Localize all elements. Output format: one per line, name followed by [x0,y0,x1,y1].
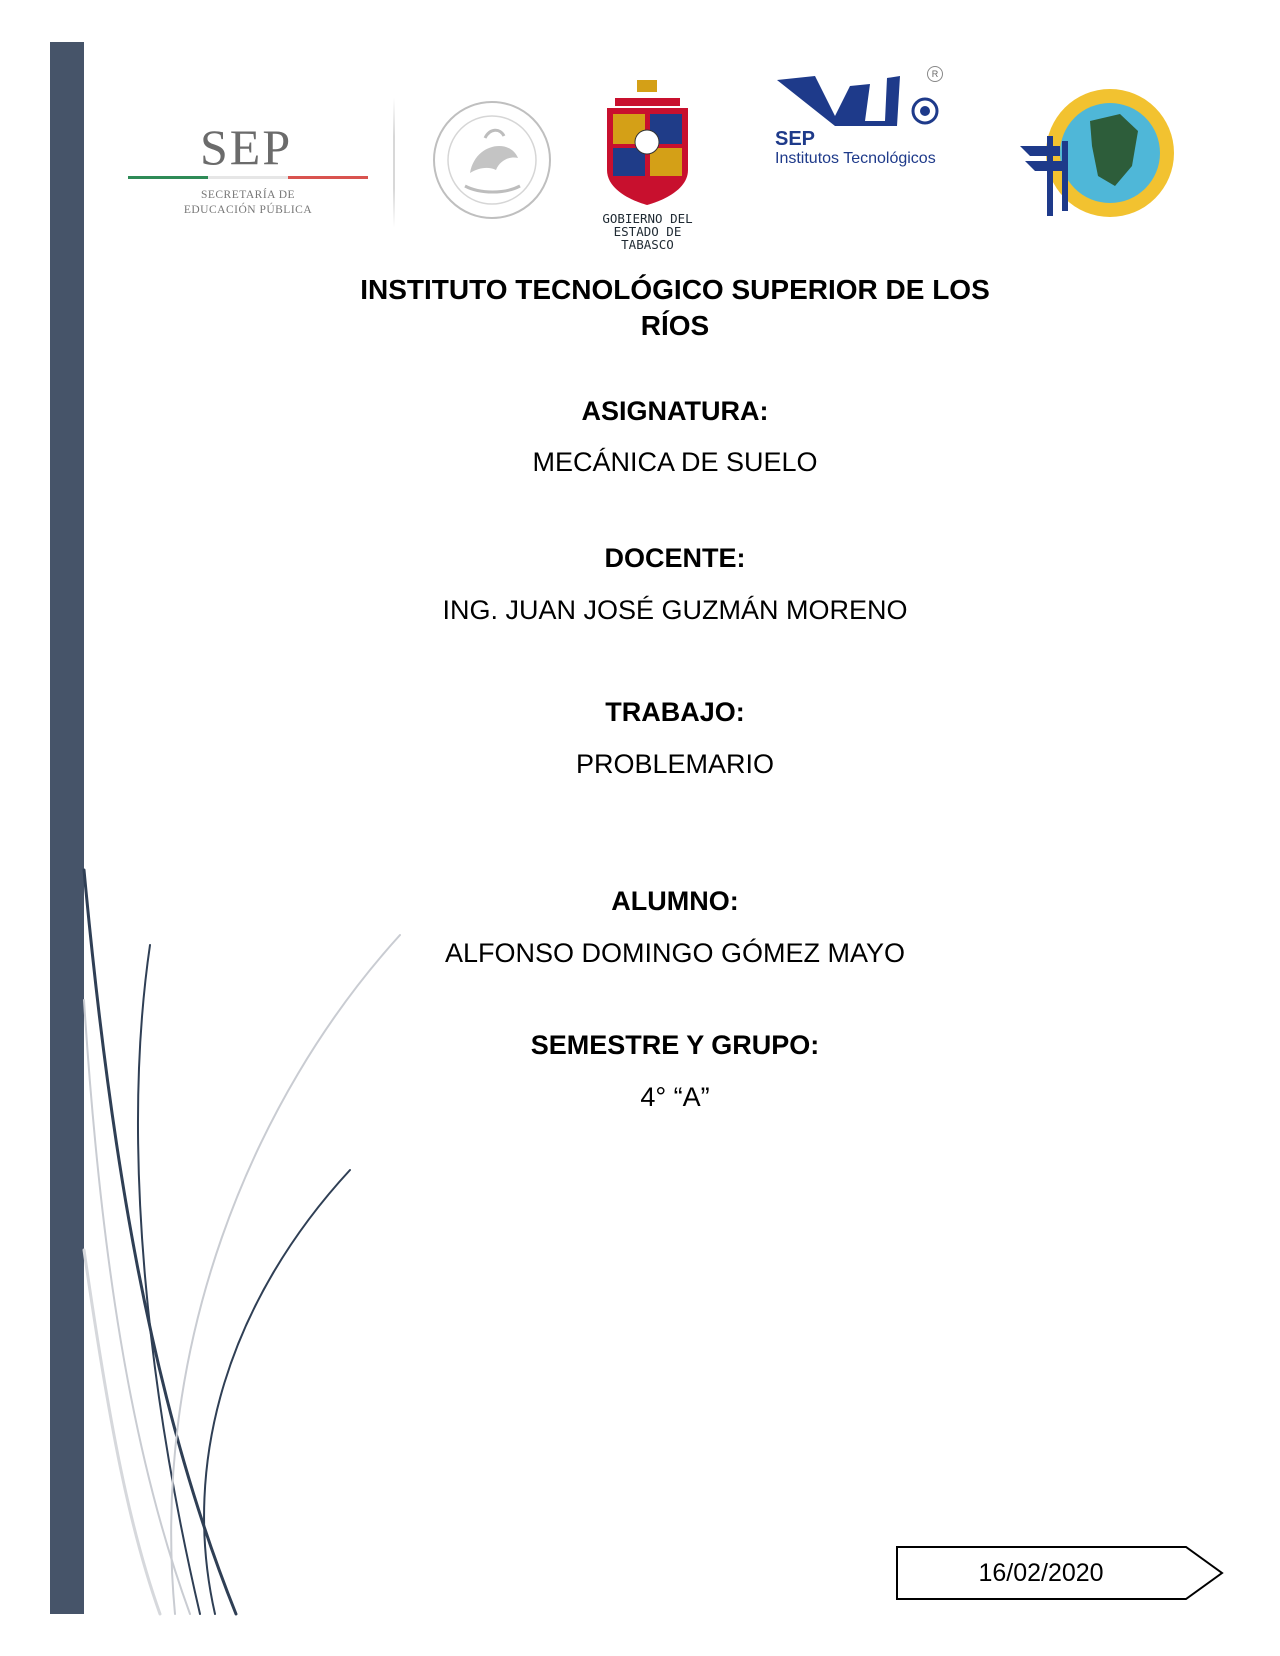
semester-group-label: SEMESTRE Y GRUPO: [530,1030,820,1060]
sep-logo-line2: EDUCACIÓN PÚBLICA [183,204,313,216]
sep-logo-stripe [128,176,368,179]
teacher-label: DOCENTE: [604,543,746,573]
mexican-seal-icon [430,98,555,223]
subject-value: MECÁNICA DE SUELO [532,447,818,477]
subject-label: ASIGNATURA: [581,396,769,426]
teacher-value: ING. JUAN JOSÉ GUZMÁN MORENO [442,595,908,625]
registered-mark: R [927,66,943,82]
tabasco-shield-icon [585,80,710,210]
sep-it-label: SEP [775,128,816,150]
tabasco-government-logo [585,80,710,255]
tabasco-line2: ESTADO DE [613,224,682,239]
sep-institutos-tecnologicos-logo [775,66,965,176]
date-box [896,1546,1226,1600]
semester-group-value: 4° “A” [640,1082,710,1112]
student-label: ALUMNO: [611,886,739,916]
tabasco-line1: GOBIERNO DEL [602,211,693,226]
sidebar-bar [50,42,84,1614]
itsr-logo-icon [1020,86,1180,221]
sep-logo [128,118,368,228]
sep-logo-line1: SECRETARÍA DE [200,189,296,201]
document-date: 16/02/2020 [978,1559,1104,1587]
student-value: ALFONSO DOMINGO GÓMEZ MAYO [444,938,906,968]
sep-logo-word: SEP [200,119,293,175]
logo-divider [393,98,395,228]
institution-title: INSTITUTO TECNOLÓGICO SUPERIOR DE LOS RÍOS [360,274,990,341]
sep-it-subtitle: Institutos Tecnológicos [775,150,936,167]
work-value: PROBLEMARIO [575,749,775,779]
work-label: TRABAJO: [605,697,745,727]
tabasco-line3: TABASCO [621,237,674,252]
